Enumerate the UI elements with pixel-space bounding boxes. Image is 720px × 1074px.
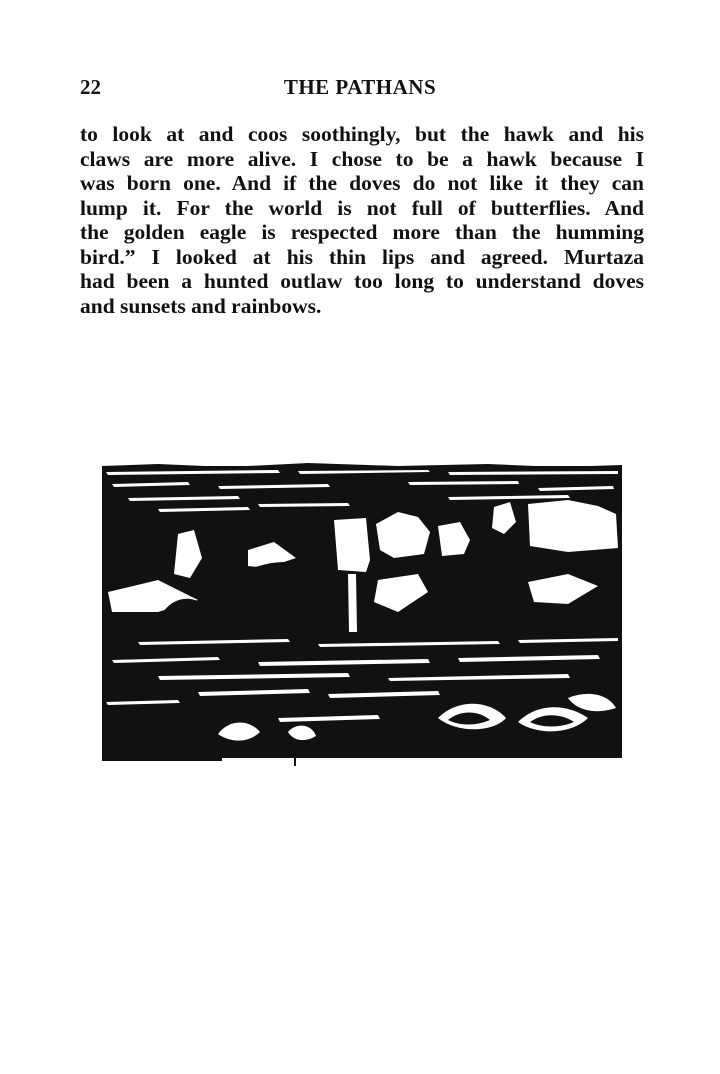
text-line: was born one. And if the doves do not like it they can — [80, 171, 644, 195]
text-line: the golden eagle is respected more than the humming — [80, 220, 644, 244]
text-line: bird.” I looked at his thin lips and agreed. Murtaza — [80, 244, 644, 269]
text-line: and sunsets and rainbows. — [80, 293, 322, 318]
text-line: lump it. For the world is not full of butterflies. And — [80, 195, 644, 220]
text-line: to look at and coos soothingly, but the hawk and his — [80, 122, 644, 146]
running-title: THE PATHANS — [283, 75, 437, 99]
page-number: 22 — [80, 75, 101, 99]
body-paragraph — [80, 122, 644, 318]
text-line: claws are more alive. I chose to be a hawk because I — [80, 146, 644, 171]
text-line: had been a hunted outlaw too long to understand doves — [80, 269, 644, 293]
woodcut-illustration — [98, 462, 626, 767]
